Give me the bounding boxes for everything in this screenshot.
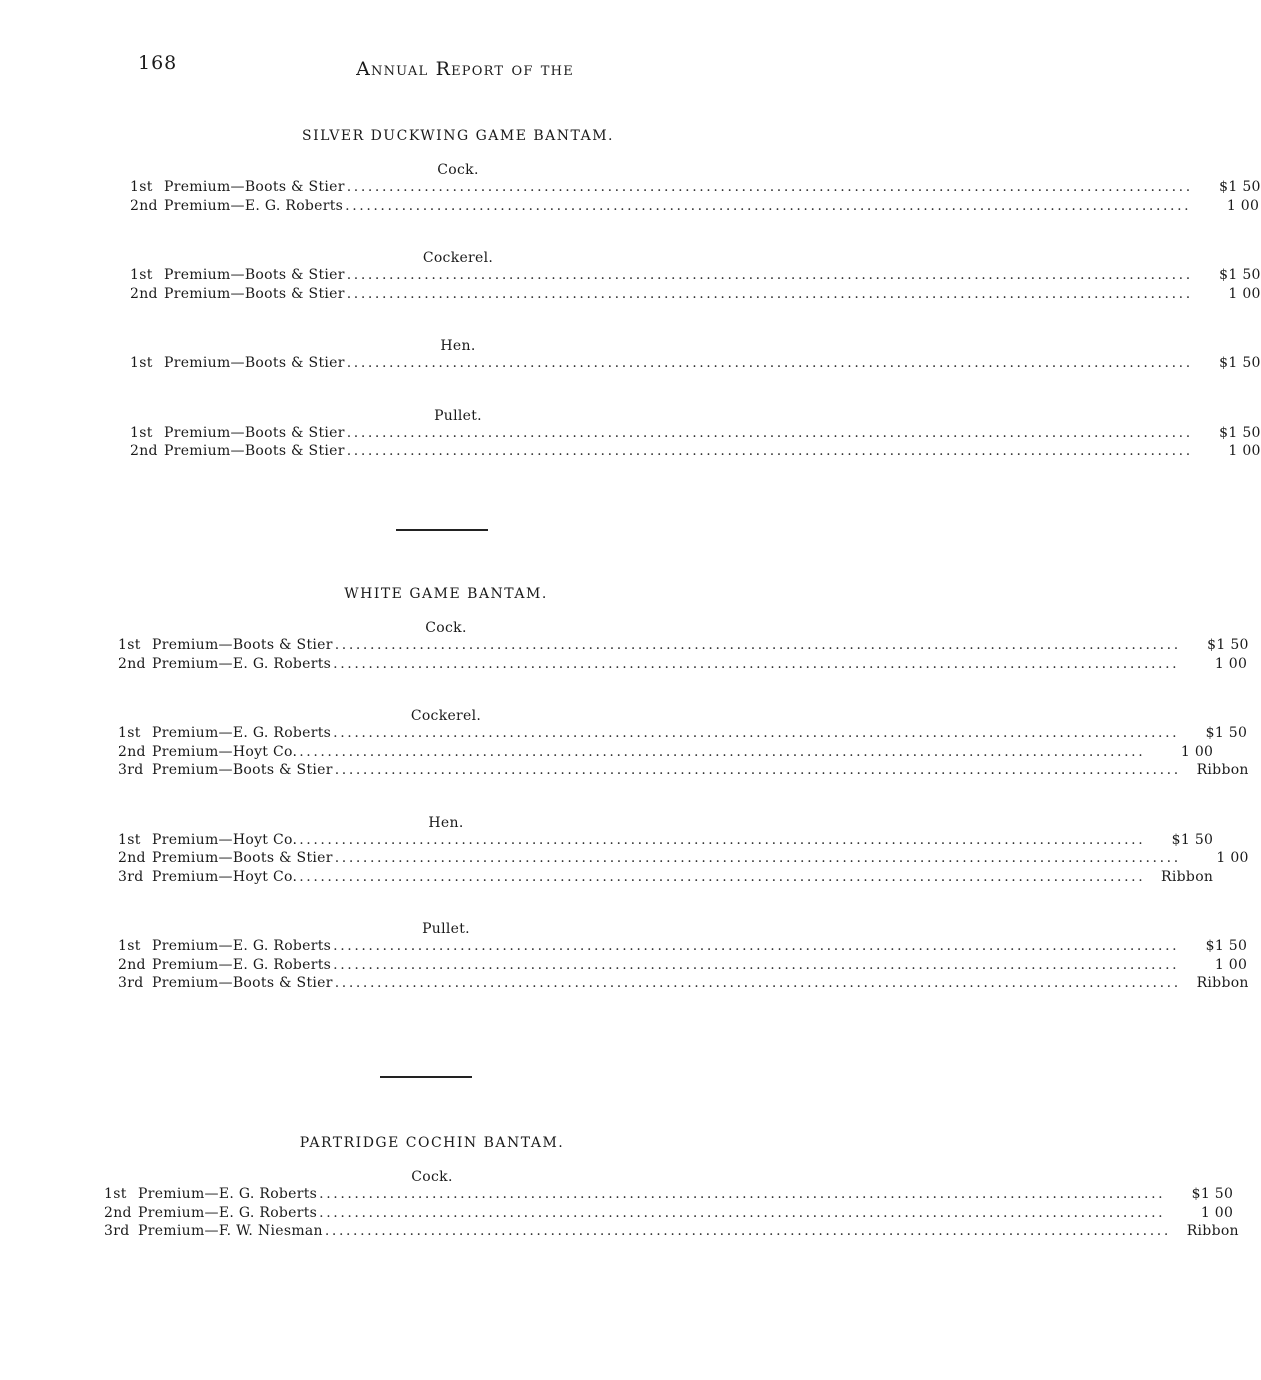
premium-amount: 1 00	[1228, 285, 1261, 302]
class-title: Cockerel.	[422, 250, 494, 266]
class-group	[118, 921, 1249, 994]
leader-dots: ........................................................................................................................	[324, 1223, 1171, 1239]
leader-dots: ........................................................................................................................	[319, 1186, 1166, 1202]
premium-rank: 1st	[118, 637, 141, 653]
premium-rank: 1st	[118, 725, 141, 741]
premium-amount: Ribbon	[1186, 1223, 1239, 1239]
premium-rank: 2nd	[118, 655, 146, 672]
premium-winner: Premium—E. G. Roberts	[138, 1204, 318, 1221]
leader-dots: ........................................................................................................................	[334, 637, 1181, 653]
premium-winner: Premium—Boots & Stier	[152, 850, 333, 866]
premium-winner: Premium—Boots & Stier	[164, 179, 345, 195]
class-group	[130, 338, 1261, 374]
class-group	[130, 407, 1261, 462]
leader-dots: ........................................................................................................................	[333, 725, 1180, 741]
leader-dots: ........................................................................................................................	[346, 285, 1193, 302]
class-title: Pullet.	[422, 921, 470, 937]
premium-rank: 1st	[118, 831, 141, 848]
premium-row	[130, 179, 1261, 198]
premium-amount: $1 50	[1219, 355, 1261, 371]
premium-amount: $1 50	[1207, 637, 1249, 653]
premium-row	[118, 868, 1214, 888]
premium-row	[130, 197, 1260, 217]
class-title: Hen.	[428, 814, 464, 831]
premium-amount: 1 00	[1226, 197, 1260, 214]
leader-dots: ........................................................................................................................	[299, 743, 1146, 760]
premium-row	[104, 1223, 1239, 1242]
premium-winner: Premium—E. G. Roberts	[152, 938, 332, 954]
section-title: PARTRIDGE COCHIN BANTAM.	[299, 1135, 565, 1151]
leader-dots: ........................................................................................................................	[346, 355, 1193, 371]
premium-row	[118, 938, 1248, 957]
premium-rank: 1st	[104, 1186, 127, 1202]
leader-dots: ........................................................................................................................	[333, 956, 1180, 973]
premium-winner: Premium—Boots & Stier	[164, 355, 345, 371]
premium-winner: Premium—E. G. Roberts	[152, 725, 332, 741]
class-group	[118, 708, 1249, 781]
premium-winner: Premium—Boots & Stier	[164, 443, 345, 459]
premium-winner: Premium—Boots & Stier	[152, 975, 333, 991]
premium-amount: $1 50	[1205, 938, 1248, 954]
running-head: Annual Report of the	[356, 58, 574, 80]
premium-section	[104, 1135, 1239, 1242]
premium-amount: $1 50	[1219, 267, 1261, 283]
premium-row	[118, 850, 1249, 869]
class-group	[118, 814, 1249, 888]
leader-dots: ........................................................................................................................	[319, 1204, 1166, 1221]
premium-row	[104, 1204, 1234, 1224]
premium-row	[118, 743, 1214, 763]
class-title: Pullet.	[434, 407, 482, 424]
premium-winner: Premium—E. G. Roberts	[152, 956, 332, 973]
premium-amount: 1 00	[1180, 743, 1214, 760]
premium-row	[118, 975, 1249, 994]
leader-dots: ........................................................................................................................	[346, 424, 1193, 441]
premium-rank: 3rd	[104, 1223, 130, 1239]
premium-rank: 1st	[130, 267, 153, 283]
premium-rank: 3rd	[118, 762, 144, 778]
class-title: Cock.	[411, 1169, 453, 1185]
premium-rank: 1st	[118, 938, 141, 954]
premium-amount: $1 50	[1219, 179, 1261, 195]
class-title: Cock.	[437, 162, 479, 178]
premium-winner: Premium—Boots & Stier	[164, 424, 345, 441]
premium-winner: Premium—E. G. Roberts	[138, 1186, 318, 1202]
premium-row	[118, 725, 1248, 744]
premium-amount: 1 00	[1216, 850, 1249, 866]
class-title: Cock.	[425, 620, 467, 636]
leader-dots: ........................................................................................................................	[299, 831, 1146, 848]
premium-amount: $1 50	[1171, 831, 1214, 848]
leader-dots: ........................................................................................................................	[334, 850, 1181, 866]
premium-winner: Premium—E. G. Roberts	[152, 655, 332, 672]
premium-winner: Premium—Hoyt Co.	[152, 868, 298, 885]
premium-winner: Premium—Boots & Stier	[152, 762, 333, 778]
premium-row	[104, 1186, 1234, 1205]
premium-winner: Premium—Hoyt Co.	[152, 743, 298, 760]
leader-dots: ........................................................................................................................	[334, 762, 1181, 778]
premium-rank: 1st	[130, 355, 153, 371]
leader-dots: ........................................................................................................................	[346, 179, 1193, 195]
premium-winner: Premium—E. G. Roberts	[164, 197, 344, 214]
premium-rank: 2nd	[130, 443, 158, 459]
section-divider	[396, 529, 488, 531]
premium-amount: Ribbon	[1196, 975, 1249, 991]
premium-row	[130, 355, 1261, 374]
premium-amount: Ribbon	[1161, 868, 1214, 885]
premium-winner: Premium—Boots & Stier	[152, 637, 333, 653]
class-group	[104, 1169, 1239, 1242]
class-title: Cockerel.	[410, 708, 482, 724]
class-group	[118, 620, 1249, 674]
premium-winner: Premium—Boots & Stier	[164, 267, 345, 283]
class-group	[130, 162, 1261, 216]
premium-rank: 2nd	[104, 1204, 132, 1221]
leader-dots: ........................................................................................................................	[333, 655, 1180, 672]
section-title: SILVER DUCKWING GAME BANTAM.	[302, 128, 614, 144]
leader-dots: ........................................................................................................................	[346, 443, 1193, 459]
premium-amount: $1 50	[1219, 424, 1261, 441]
premium-row	[130, 424, 1261, 444]
section-divider	[380, 1076, 472, 1078]
premium-amount: Ribbon	[1196, 762, 1249, 778]
premium-row	[118, 956, 1248, 976]
premium-amount: $1 50	[1205, 725, 1248, 741]
premium-amount: $1 50	[1191, 1186, 1234, 1202]
premium-amount: 1 00	[1214, 655, 1248, 672]
leader-dots: ........................................................................................................................	[334, 975, 1181, 991]
premium-rank: 2nd	[130, 285, 158, 302]
premium-rank: 2nd	[118, 956, 146, 973]
premium-winner: Premium—Boots & Stier	[164, 285, 345, 302]
section-title: WHITE GAME BANTAM.	[344, 586, 548, 602]
leader-dots: ........................................................................................................................	[333, 938, 1180, 954]
leader-dots: ........................................................................................................................	[299, 868, 1146, 885]
premium-winner: Premium—F. W. Niesman	[138, 1223, 323, 1239]
premium-row	[118, 637, 1249, 656]
premium-rank: 1st	[130, 424, 153, 441]
premium-row	[130, 267, 1261, 286]
premium-rank: 1st	[130, 179, 153, 195]
premium-winner: Premium—Hoyt Co.	[152, 831, 298, 848]
premium-section	[118, 586, 1249, 994]
premium-amount: 1 00	[1200, 1204, 1234, 1221]
premium-row	[130, 443, 1261, 462]
leader-dots: ........................................................................................................................	[345, 197, 1192, 214]
premium-rank: 2nd	[118, 850, 146, 866]
premium-rank: 3rd	[118, 868, 144, 885]
class-group	[130, 250, 1261, 304]
premium-row	[118, 831, 1214, 851]
premium-rank: 2nd	[130, 197, 158, 214]
premium-rank: 2nd	[118, 743, 146, 760]
page-number: 168	[138, 52, 178, 74]
premium-row	[130, 285, 1261, 305]
leader-dots: ........................................................................................................................	[346, 267, 1193, 283]
premium-amount: 1 00	[1228, 443, 1261, 459]
premium-section	[130, 128, 1261, 462]
class-title: Hen.	[440, 338, 476, 354]
premium-rank: 3rd	[118, 975, 144, 991]
premium-row	[118, 762, 1249, 781]
premium-row	[118, 655, 1248, 675]
premium-amount: 1 00	[1214, 956, 1248, 973]
